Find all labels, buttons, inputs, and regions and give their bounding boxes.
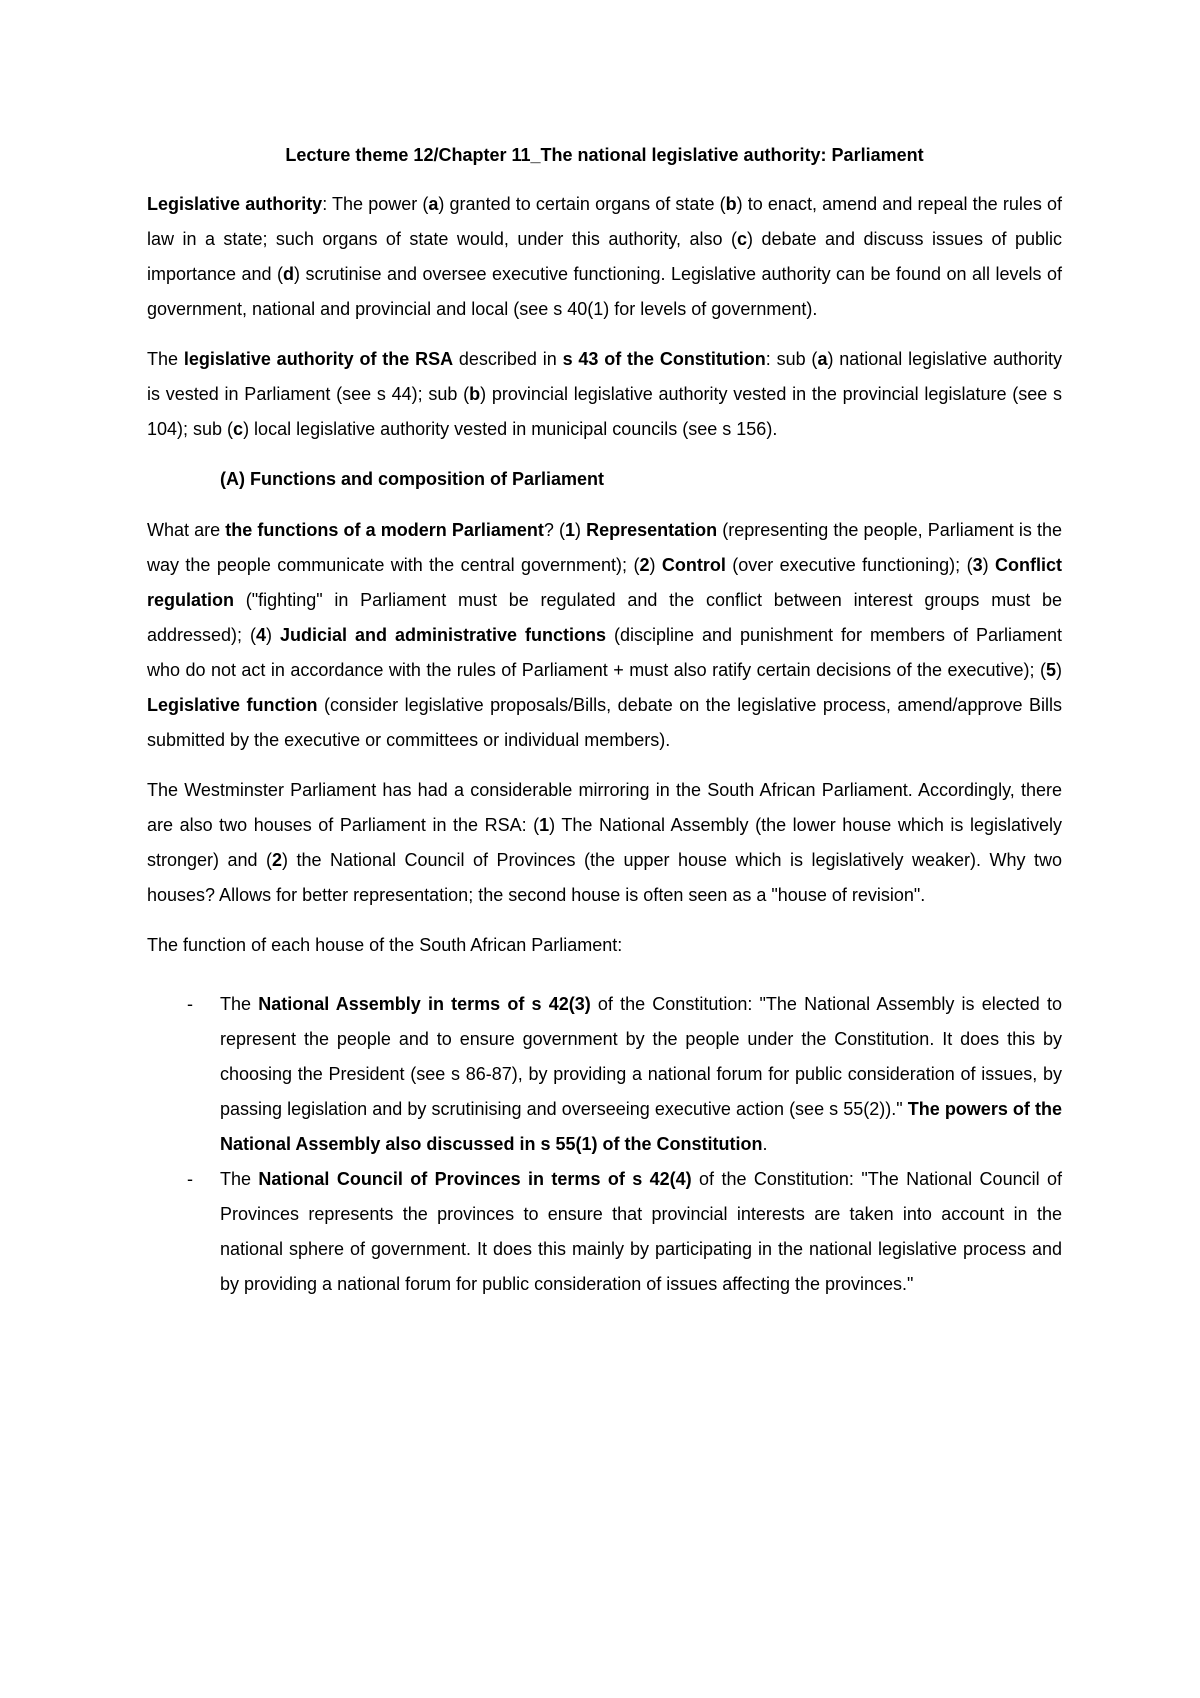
text-run: The — [220, 994, 259, 1014]
letter-b: b — [469, 384, 481, 404]
paragraph-westminster — [147, 773, 1062, 913]
text-run: (representing the people, Parliament is the way the people communicate with the central government); ( — [147, 520, 1063, 575]
text-run: ) granted to certain organs of state ( — [438, 194, 726, 214]
text-run: ("fighting" in Parliament must be regulated and the conflict between interest groups must be addressed); ( — [147, 590, 1062, 645]
paragraph-legislative-authority — [147, 187, 1062, 327]
text-run: ? ( — [543, 520, 565, 540]
text-run: ) — [1056, 660, 1062, 680]
text-run: of the Constitution: "The National Council of Provinces represents the provinces to ensure that provincial interests are taken into account in the national sphere of government. It does this mainly by participating in the national legislative process and by providing a national forum for public consideration of issues affecting the provinces." — [220, 1169, 1062, 1294]
bold-run: National Assembly in terms of s 42(3) — [258, 994, 591, 1014]
letter-c: c — [233, 419, 244, 439]
letter-c: c — [737, 229, 748, 249]
number-run: 3 — [972, 555, 983, 575]
text-run: ) national legislative authority is vested in Parliament (see s 44); sub ( — [147, 349, 1062, 404]
letter-a: a — [817, 349, 828, 369]
text-run: ) — [982, 555, 995, 575]
text-run: (consider legislative proposals/Bills, debate on the legislative process, amend/approve Bills submitted by the executive or committees or individual members). — [147, 695, 1062, 750]
text-run: of the Constitution: "The National Assembly is elected to represent the people and to ensure government by the people under the Constitution. It does this by choosing the President (see s 86-87), by providing a national forum for public consideration of issues, by passing legislation and by scrutinising and overseeing executive action (see s 55(2))." — [220, 994, 1062, 1119]
text-run: ) — [649, 555, 662, 575]
bold-run: legislative authority of the RSA — [183, 349, 454, 369]
number-run: 2 — [639, 555, 650, 575]
letter-a: a — [428, 194, 439, 214]
letter-d: d — [283, 264, 295, 284]
number-run: 2 — [272, 850, 283, 870]
text-run: ) debate and discuss issues of public importance and ( — [147, 229, 1062, 284]
text-run: What are — [147, 520, 226, 540]
text-run: ) — [266, 625, 281, 645]
bold-run: Legislative function — [147, 695, 318, 715]
text-run: The — [147, 349, 184, 369]
text-run: ) The National Assembly (the lower house which is legislatively stronger) and ( — [147, 815, 1062, 870]
text-run: ) provincial legislative authority vested in the provincial legislature (see s 104); sub ( — [147, 384, 1062, 439]
page-title: Lecture theme 12/Chapter 11_The national legislative authority: Parliament — [285, 145, 924, 165]
number-run: 1 — [564, 520, 575, 540]
list-item-national-assembly — [147, 987, 1062, 1162]
list-item-ncop — [147, 1162, 1062, 1302]
text-run: described in — [453, 349, 563, 369]
bold-run: The powers of the National Assembly also discussed in s 55(1) of the Constitution — [220, 1099, 1062, 1154]
text-run: . — [762, 1134, 768, 1154]
bold-run: National Council of Provinces in terms of s 42(4) — [258, 1169, 692, 1189]
paragraph-house-functions-intro: The function of each house of the South African Parliament: — [147, 935, 623, 955]
text-run: ) local legislative authority vested in municipal councils (see s 156). — [243, 419, 778, 439]
bold-run: Control — [661, 555, 726, 575]
dash-bullet: - — [187, 994, 193, 1014]
text-run: ) — [575, 520, 587, 540]
text-run: The Westminster Parliament has had a considerable mirroring in the South African Parliament. Accordingly, there are also two houses of Parliament in the RSA: ( — [147, 780, 1062, 835]
bold-run: Judicial and administrative functions — [280, 625, 606, 645]
text-run: ) the National Council of Provinces (the upper house which is legislatively weaker). Why two houses? Allows for better representation; the second house is often seen as a "house of revision". — [147, 850, 1062, 905]
bold-run: the functions of a modern Parliament — [225, 520, 544, 540]
number-run: 5 — [1045, 660, 1056, 680]
bold-run: Representation — [586, 520, 718, 540]
bold-run: s 43 of the Constitution — [562, 349, 766, 369]
bold-run: Conflict regulation — [147, 555, 1062, 610]
text-run: (discipline and punishment for members of Parliament who do not act in accordance with the rules of Parliament + must also ratify certain decisions of the executive); ( — [147, 625, 1062, 680]
text-run: (over executive functioning); ( — [725, 555, 973, 575]
paragraph-rsa-authority — [147, 342, 1062, 447]
term-legislative-authority: Legislative authority — [147, 194, 323, 214]
text-run: ) to enact, amend and repeal the rules of law in a state; such organs of state would, under this authority, also ( — [147, 194, 1063, 249]
text-run: : sub ( — [765, 349, 818, 369]
text-run: : The power ( — [322, 194, 429, 214]
paragraph-functions — [147, 513, 1062, 758]
letter-b: b — [725, 194, 737, 214]
number-run: 1 — [539, 815, 550, 835]
dash-bullet: - — [187, 1169, 193, 1189]
text-run: The — [220, 1169, 259, 1189]
houses-list — [147, 987, 1062, 1302]
text-run: ) scrutinise and oversee executive functioning. Legislative authority can be found on all levels of government, national and provincial and local (see s 40(1) for levels of government). — [147, 264, 1062, 319]
section-heading-a: (A) Functions and composition of Parliament — [220, 469, 605, 489]
number-run: 4 — [256, 625, 267, 645]
